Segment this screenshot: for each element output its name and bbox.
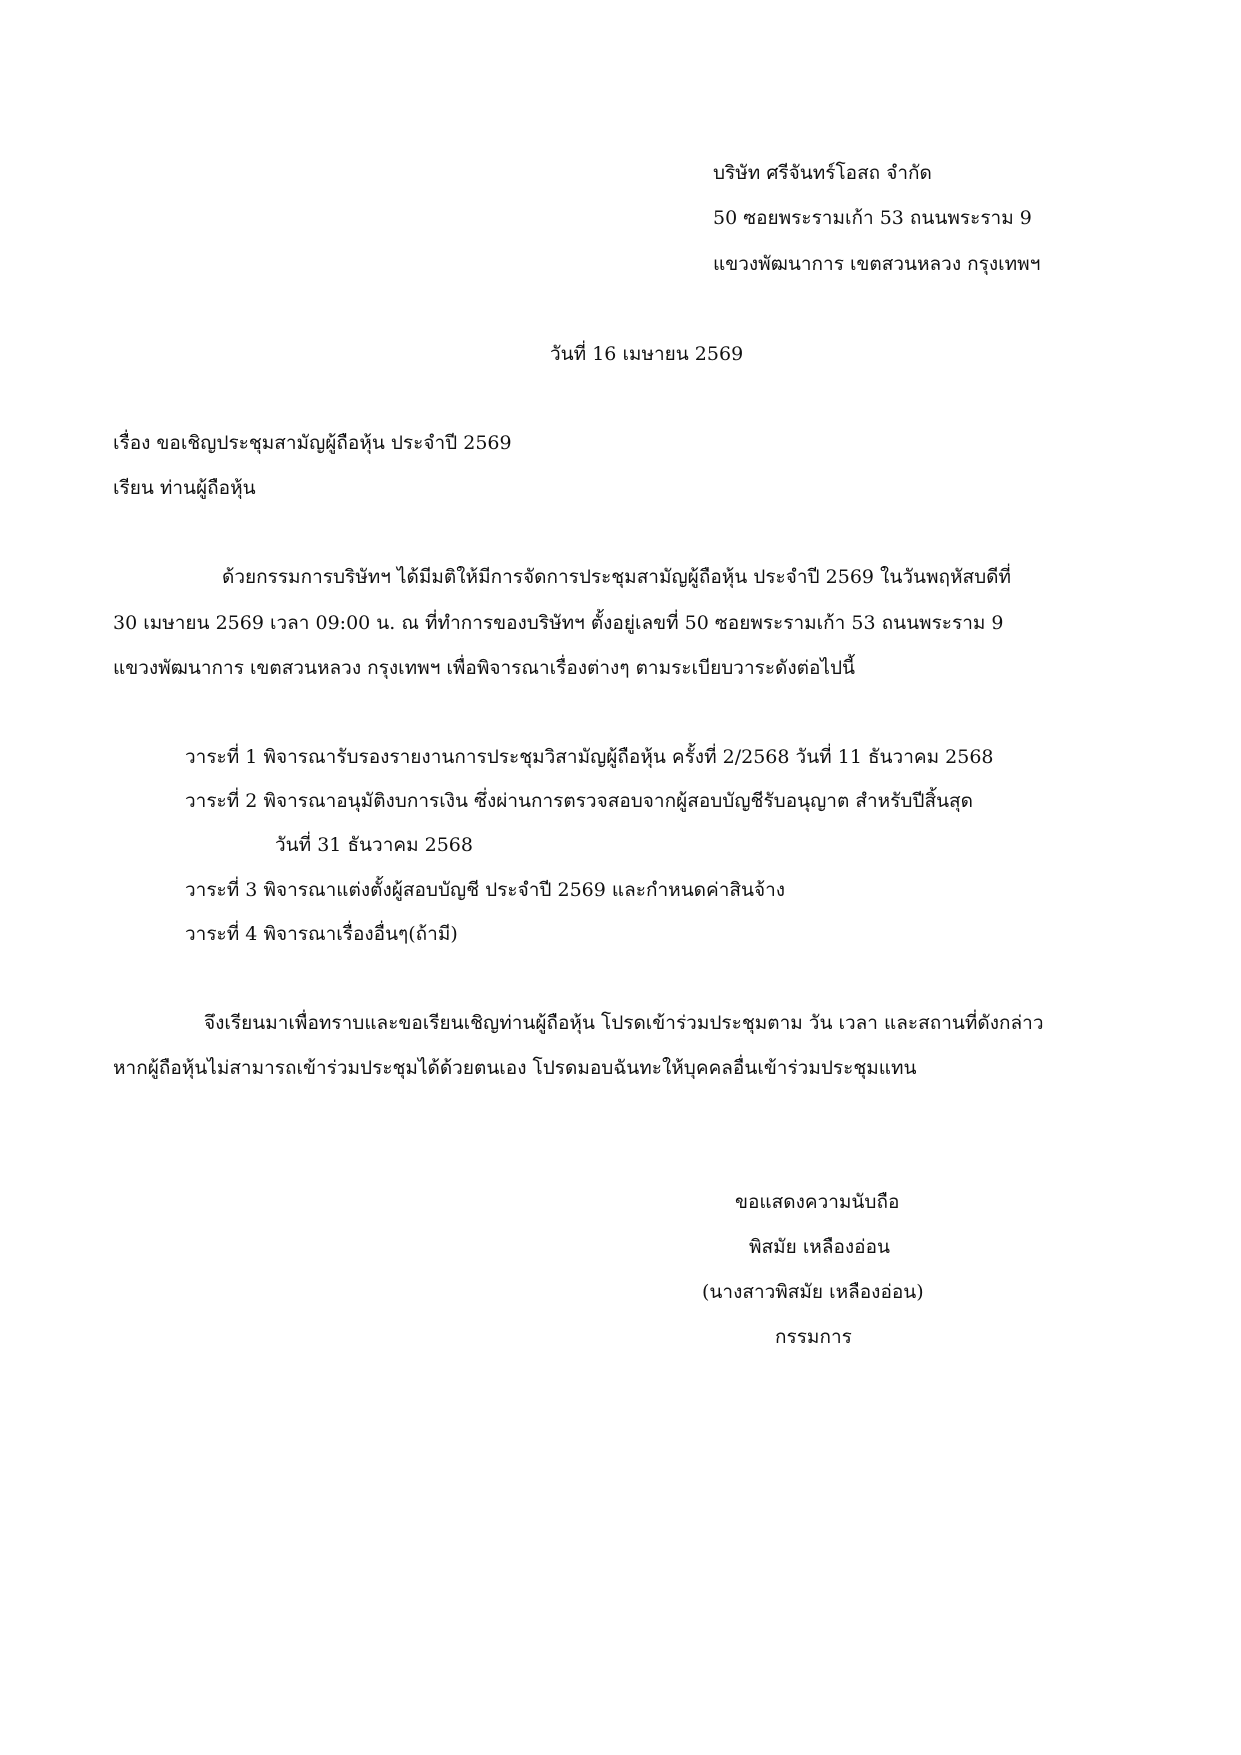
- closing-line-2: หากผู้ถือหุ้นไม่สามารถเข้าร่วมประชุมได้ด้วยตนเอง โปรดมอบฉันทะให้บุคคลอื่นเข้าร่วมประชุมแทน: [113, 1057, 917, 1079]
- company-name: บริษัท ศรีจันทร์โอสถ จำกัด: [713, 162, 932, 184]
- closing-line-1: จึงเรียนมาเพื่อทราบและขอเรียนเชิญท่านผู้ถือหุ้น โปรดเข้าร่วมประชุมตาม วัน เวลา และสถานที่ดังกล่าว: [204, 1012, 1044, 1034]
- agenda-item-4: วาระที่ 4 พิจารณาเรื่องอื่นๆ(ถ้ามี): [185, 923, 458, 945]
- body-line-3: แขวงพัฒนาการ เขตสวนหลวง กรุงเทพฯ เพื่อพิจารณาเรื่องต่างๆ ตามระเบียบวาระดังต่อไปนี้: [113, 657, 855, 679]
- agenda-item-3: วาระที่ 3 พิจารณาแต่งตั้งผู้สอบบัญชี ประจำปี 2569 และกำหนดค่าสินจ้าง: [185, 879, 786, 901]
- signer-title: กรรมการ: [775, 1326, 852, 1348]
- letter-date: วันที่ 16 เมษายน 2569: [550, 343, 744, 365]
- regards-text: ขอแสดงความนับถือ: [735, 1191, 900, 1213]
- body-line-2: 30 เมษายน 2569 เวลา 09:00 น. ณ ที่ทำการของบริษัทฯ ตั้งอยู่เลขที่ 50 ซอยพระรามเก้า 53 ถนนพระราม 9: [113, 612, 1004, 634]
- body-line-1: ด้วยกรรมการบริษัทฯ ได้มีมติให้มีการจัดการประชุมสามัญผู้ถือหุ้น ประจำปี 2569 ในวันพฤหัสบดีที่: [222, 566, 1012, 588]
- signer-name: พิสมัย เหลืองอ่อน: [749, 1236, 890, 1258]
- agenda-item-2: วาระที่ 2 พิจารณาอนุมัติงบการเงิน ซึ่งผ่านการตรวจสอบจากผู้สอบบัญชีรับอนุญาต สำหรับปีสิ้นสุด: [185, 790, 973, 812]
- address-line-2: แขวงพัฒนาการ เขตสวนหลวง กรุงเทพฯ: [713, 253, 1041, 275]
- agenda-item-1: วาระที่ 1 พิจารณารับรองรายงานการประชุมวิสามัญผู้ถือหุ้น ครั้งที่ 2/2568 วันที่ 11 ธันวาคม 2568: [185, 746, 994, 768]
- agenda-item-2-continued: วันที่ 31 ธันวาคม 2568: [275, 834, 473, 856]
- signer-full-name: (นางสาวพิสมัย เหลืองอ่อน): [702, 1281, 924, 1303]
- address-line-1: 50 ซอยพระรามเก้า 53 ถนนพระราม 9: [713, 207, 1032, 229]
- salutation-line: เรียน ท่านผู้ถือหุ้น: [113, 477, 256, 499]
- subject-line: เรื่อง ขอเชิญประชุมสามัญผู้ถือหุ้น ประจำปี 2569: [113, 432, 512, 454]
